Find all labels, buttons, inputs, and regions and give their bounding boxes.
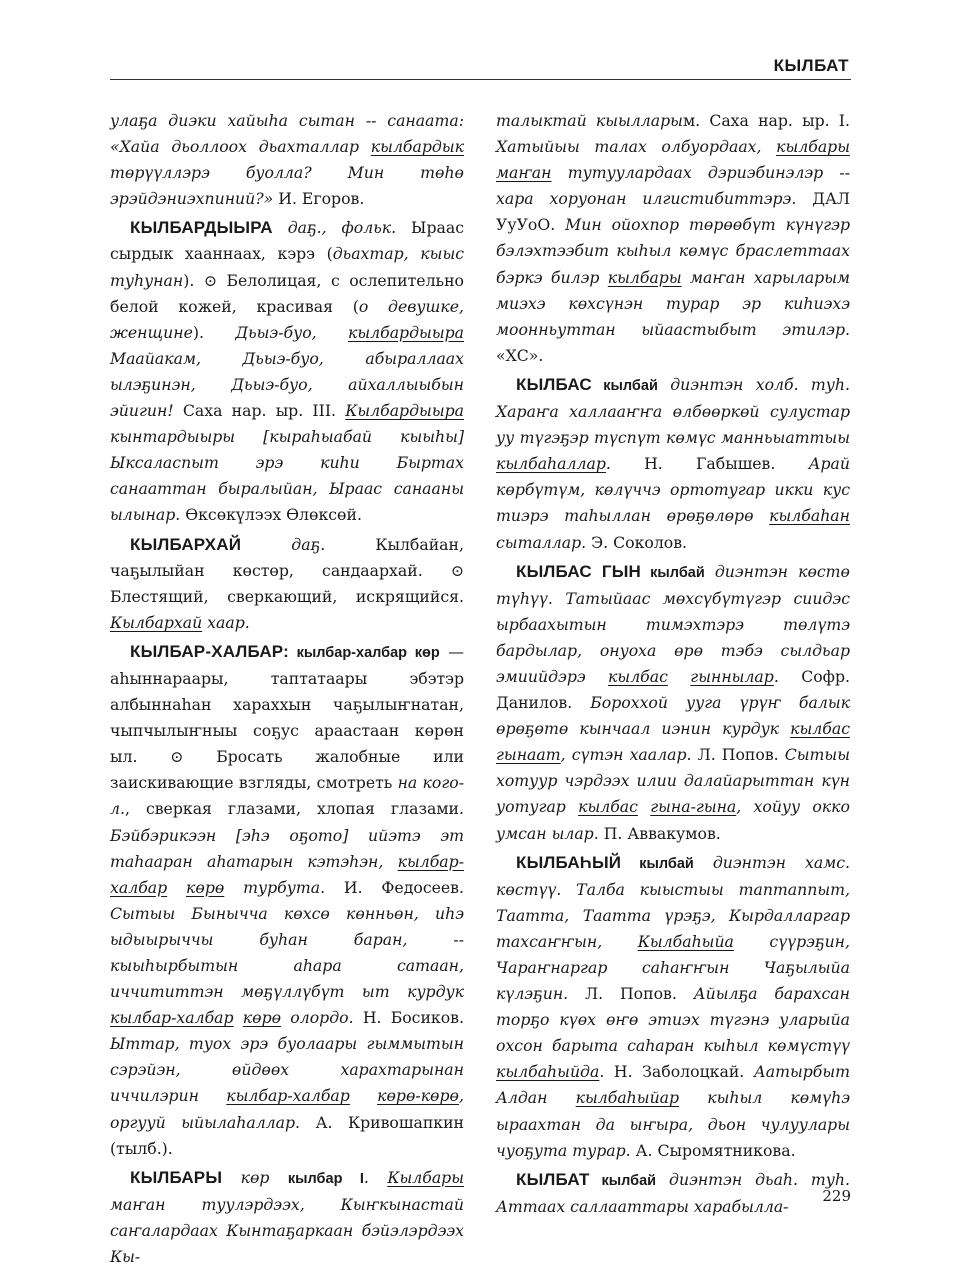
entry-continuation: талыктай кыылларым. Саха нар. ыр. I. Хатыйыы талах олбуордаах, кылбары маҥан тутуулардаах дэриэбинэлэр -- хара хоруонан илгистибиттэрэ. ДАЛ УуУоО. Мин ойохпор төрөөбүт күнүгэр бэлэхтээбит кыһыл көмүс браслеттаах бэркэ билэр кылбары маҥан харыларым миэхэ көхсүнэн турар эр киһиэхэ моонньуттан ыйаастыбыт этилэр. «ХС». xyxy=(496,111,850,365)
headword: КЫЛБАҺЫЙ xyxy=(516,852,622,872)
entry-kylbary: КЫЛБАРЫ көр кылбар I. Кылбары маҥан туулэрдээх, Кыҥкынастай саҥалардаах Кынтаҕаркаан бэйэлэрдээх Кы- xyxy=(110,1167,464,1267)
entry-kylbahyi: КЫЛБАҺЫЙ кылбай диэнтэн хамс. көстүү. Талба кыыстыы таптаппыт, Таатта, Таатта үрэҕэ, Кырдалларгар тахсаҥҥын, Кылбаһыйа сүүрэҕин, Чараҥнаргар саһаҥҥын Чаҕылыйа күлэҕин. Л. Попов. Айылҕа барахсан торҕо күөх өҥө этиэх түгэнэ уларыйа охсон барыта саһаран кыһыл көмүстүү кылбаһыйда. Н. Заболоцкай. Аатырбыт Алдан кылбаһыйар кыһыл көмүһэ ыраахтан да ыҥыра, дьон чулуулары чуоҕута турар. А. Сыромятникова. xyxy=(496,852,851,1160)
running-head: КЫЛБАТ xyxy=(773,56,849,75)
entry-kylbarkhai: КЫЛБАРХАЙ даҕ. Кылбайан, чаҕылыйан көстөр, сандаархай. ⊙ Блестящий, сверкающий, искрящийся. Кылбархай хаар. xyxy=(110,534,464,632)
header-rule xyxy=(110,79,851,80)
headword: КЫЛБАС ГЫН xyxy=(516,561,642,581)
entry-continuation: улаҕа диэки хайыһа сытан -- санаата: «Хайа дьоллоох дьахталлар кылбардык төрүүллэрэ буолла? Мин төһө эрэйдэниэхпиний?» И. Егоров. xyxy=(110,111,464,209)
headword: КЫЛБАРДЫЫРА xyxy=(130,218,273,238)
headword: КЫЛБАТ xyxy=(516,1169,590,1189)
left-column xyxy=(110,108,464,1273)
entry-kylbas: КЫЛБАС кылбай диэнтэн холб. туһ. Хараҥа халлааҥҥа өлбөөркөй сулустар уу түгэҕэр түспүт көмүс манньыаттыы кылбаһаллар. Н. Габышев. Арай көрбүтүм, көлүччэ ортотугар икки кус тиэрэ таһыллан өрөҕөлөрө кылбаһан сыталлар. Э. Соколов. xyxy=(496,374,850,552)
entry-kylbar-khalbar: КЫЛБАР-ХАЛБАР: кылбар-халбар көр — аһыннараары, таптатаары эбэтэр албыннаһан хараххын чаҕылыҥнатан, чыпчылыҥныы соҕус араастаан көрөн ыл. ⊙ Бросать жалобные или заискивающие взгляды, смотреть на кого-л., сверкая глазами, хлопая глазами. Бэйбэрикээн [эһэ оҕото] ийэтэ эт таһааран аһатарын кэтэһэн, кылбар-халбар көрө турбута. И. Федосеев. Сытыы Бынычча көхсө көнньөн, иһэ ыдыырыччы буһан баран, -- кыыһырбытын аһара сатаан, иччититтэн мөҕүллүбүт ыт курдук кылбар-халбар көрө олордо. Н. Босиков. Ыттар, туох эрэ буолаары гыммытын сэрэйэн, өйдөөх харахтарынан иччилэрин кылбар-халбар көрө-көрө, оргууй ыйылаһаллар. А. Кривошапкин (тылб.). xyxy=(110,641,464,1158)
entry-kylbas-gyn: КЫЛБАС ГЫН кылбай диэнтэн көстө түһүү. Татыйаас мөхсүбүтүгэр сиидэс ырбаахытын тимэхтэрэ төлүтэ бардылар, онуоха өрө тэбэ сылдьар эмиийдэрэ кылбас гыннылар. Софр. Данилов. Бороххой ууга үрүҥ балык өрөҕөтө кынчаал иэнин курдук кылбас гынаат, сүтэн хаалар. Л. Попов. Сытыы хотуур чэрдээх илии далайарыттан күн уотугар кылбас гына-гына, хойуу окко умсан ылар. П. Аввакумов. xyxy=(496,561,850,843)
right-column xyxy=(496,108,850,1223)
headword: КЫЛБАС xyxy=(516,374,592,394)
headword: КЫЛБАРЫ xyxy=(130,1167,223,1187)
headword: КЫЛБАР-ХАЛБАР: xyxy=(130,641,289,661)
headword: КЫЛБАРХАЙ xyxy=(130,534,242,554)
page-number: 229 xyxy=(822,1187,851,1205)
entry-kylbardyyra: КЫЛБАРДЫЫРА даҕ., фольк. Ыраас сырдык хааннаах, кэрэ (дьахтар, кыыс туһунан). ⊙ Белолицая, с ослепительно белой кожей, красивая (о девушке, женщине). Дьыэ-буо, кылбардыыра Маайакам, Дьыэ-буо, абыраллаах ылэҕинэн, Дьыэ-буо, айхаллыыбын эйигин! Саха нар. ыр. III. Кылбардыыра кынтардыыры [кыраһыабай кыыһы] Ыксаласпыт эрэ киһи Быртах санааттан быралыйан, Ыраас санааны ылынар. Өксөкүлээх Өлөксөй. xyxy=(110,218,465,525)
entry-kylbat: КЫЛБАТ кылбай диэнтэн дьаһ. туһ. Аттаах саллааттары харабылла- xyxy=(496,1169,850,1216)
